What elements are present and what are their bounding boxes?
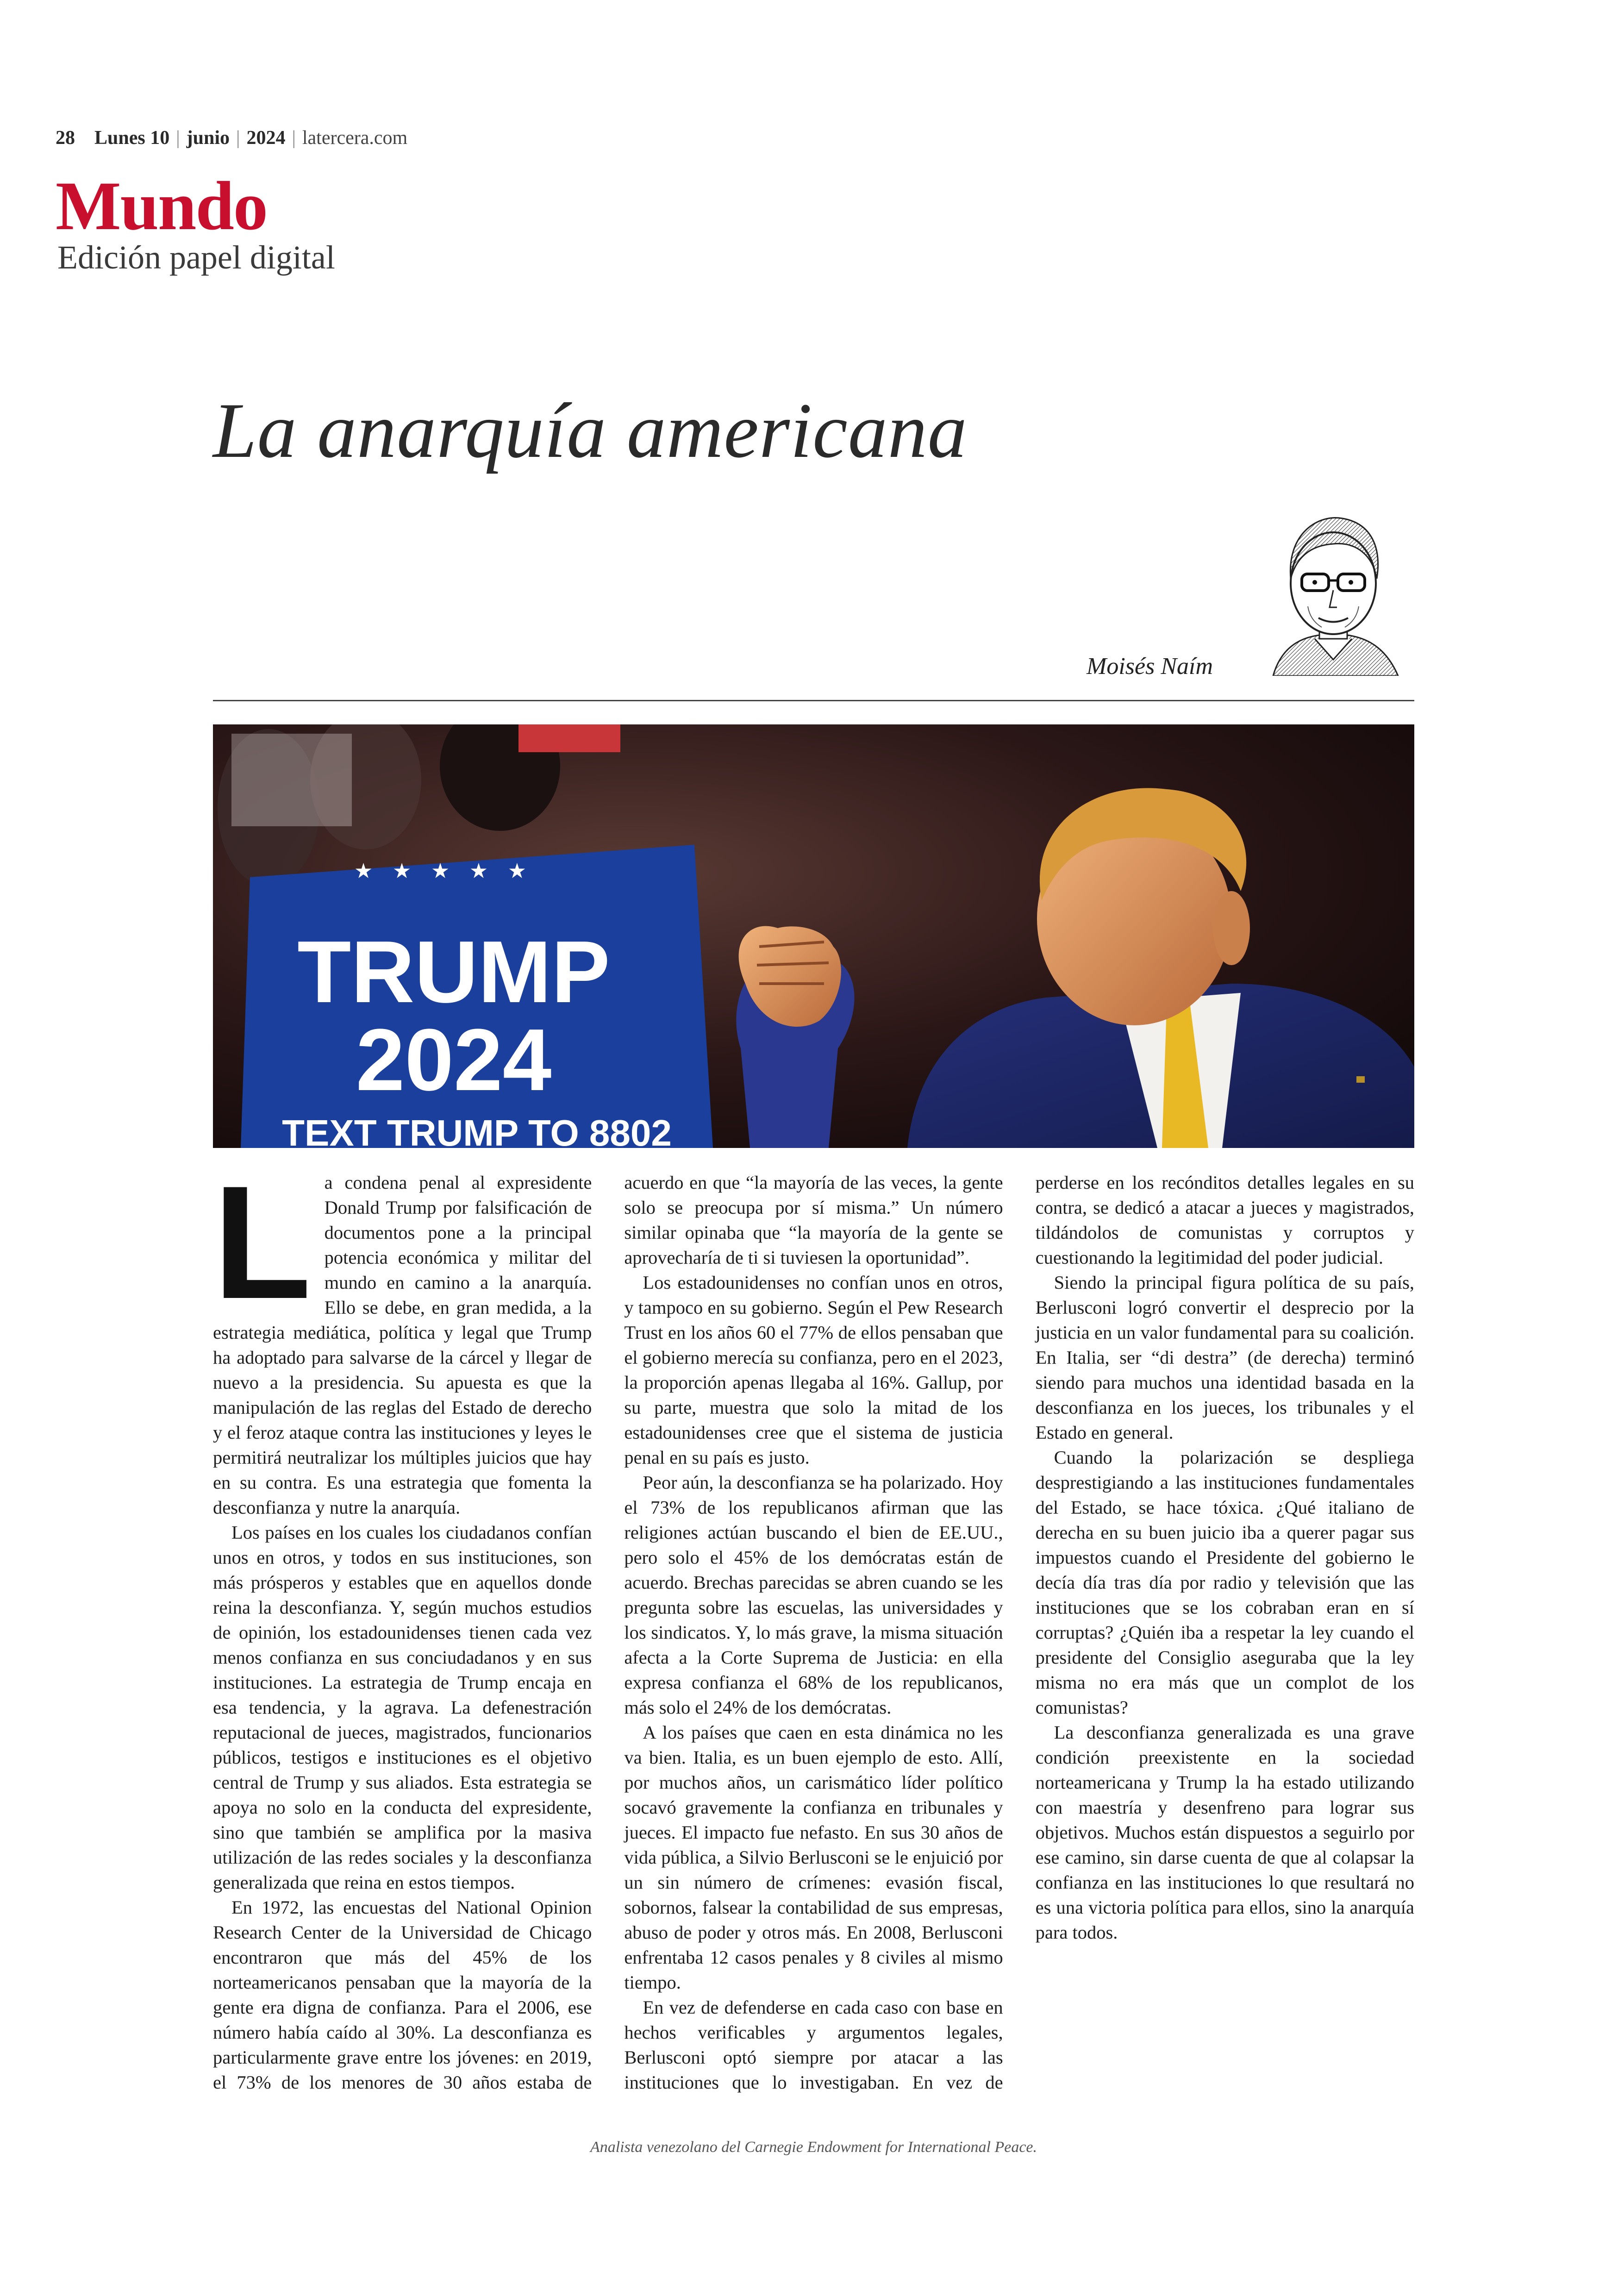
date-month: junio: [186, 127, 230, 149]
author-bio-footnote: Analista venezolano del Carnegie Endowment for International Peace.: [590, 2139, 1037, 2156]
drop-cap: L: [213, 1152, 312, 1332]
article-body: [213, 1152, 1414, 2114]
author-name: Moisés Naím: [1087, 653, 1213, 680]
sign-line-2: 2024: [356, 1011, 552, 1109]
site-link[interactable]: latercera.com: [302, 127, 408, 149]
header-separator: |: [176, 127, 180, 149]
page-header: [56, 124, 407, 152]
article-paragraph: Peor aún, la desconfianza se ha polarizado. Hoy el 73% de los republicanos afirman que las religiones actúan buscando el bien de EE.UU., pero solo el 45% de los demócratas están de acuerdo. Brechas parecidas se abren cuando se les pregunta sobre las escuelas, las universidades y los sindicatos. Y, lo más grave, la misma situación afecta a la Corte Suprema de Justicia: en ella expresa confianza el 68% de los republicanos, más solo el 24% de los demócratas.: [624, 1472, 1003, 1718]
article-paragraph: Siendo la principal figura política de su país, Berlusconi logró convertir el desprecio por la justicia en un valor fundamental para su coalición. En Italia, ser “di destra” (de derecha) terminó siendo para muchos una identidad basada en la desconfianza en los jueces, los tribunales y el Estado en general.: [1035, 1272, 1414, 1443]
article-paragraph: Los estadounidenses no confían unos en otros, y tampoco en su gobierno. Según el Pew Research Trust en los años 60 el 77% de ellos pensaban que el gobierno merecía su confianza, pero en el 2023, la proporción apenas llegaba al 16%. Gallup, por su parte, muestra que solo la mitad de los estadounidenses cree que el sistema de justicia penal en su país es justo.: [624, 1272, 1003, 1468]
sign-stars: ★ ★ ★ ★ ★: [355, 861, 534, 881]
article-paragraph: A los países que caen en esta dinámica no les va bien. Italia, es un buen ejemplo de esto. Allí, por muchos años, un carismático líder político socavó gravemente la confianza en tribunales y jueces. El impacto fue nefasto. En sus 30 años de vida pública, a Silvio Berlusconi se le enjuició por un sin número de crímenes: evasión fiscal, sobornos, falsear la contabilidad de sus empresas, abuso de poder y otros más. En 2008, Berlusconi enfrentaba 12 casos penales y 8 civiles al mismo tiempo.: [624, 1722, 1003, 1993]
header-separator: |: [292, 127, 296, 149]
sign-line-1: TRUMP: [297, 923, 610, 1021]
article-title: La anarquía americana: [213, 387, 968, 474]
page-number: 28: [56, 127, 75, 149]
header-separator: |: [236, 127, 240, 149]
article-photo: [213, 724, 1414, 1148]
author-portrait: [1264, 500, 1403, 676]
article-paragraph: La condena penal al expresidente Donald Trump por falsificación de documentos pone a la principal potencia económica y militar del mundo en camino a la anarquía. Ello se debe, en gran medida, a la estrategia mediática, política y legal que Trump ha adoptado para salvarse de la cárcel y llegar de nuevo a la presidencia. Su apuesta es que la manipulación de las reglas del Estado de derecho y el feroz ataque contra las instituciones y leyes le permitirá neutralizar los múltiples juicios que hay en su contra. Es una estrategia que fomenta la desconfianza y nutre la anarquía.: [213, 1152, 592, 1518]
article-paragraph: Los países en los cuales los ciudadanos confían unos en otros, y todos en sus instituciones, son más prósperos y estables que en aquellos donde reina la desconfianza. Y, según muchos estudios de opinión, los estadounidenses tienen cada vez menos confianza en sus conciudadanos y en sus instituciones. La estrategia de Trump encaja en esa tendencia, y la agrava. La defenestración reputacional de jueces, magistrados, funcionarios públicos, testigos e instituciones es el objetivo central de Trump y sus aliados. Esta estrategia se apoya no solo en la conducta del expresidente, sino que también se amplifica por la masiva utilización de las redes sociales y la desconfianza generalizada que reina en estos tiempos.: [213, 1522, 592, 1893]
edition-label: Edición papel digital: [57, 239, 335, 276]
date-day: Lunes 10: [94, 127, 170, 149]
date-year: 2024: [246, 127, 286, 149]
section-title: Mundo: [56, 168, 267, 244]
article-paragraph: En vez de defenderse en cada caso con base en hechos verificables y argumentos legales, Berlusconi optó siempre por atacar a las instituciones que lo investigaban. En vez de perderse en los recónditos detalles legales en su contra, se dedicó a atacar a jueces y magistrados, tildándolos de comunistas y corruptos y cuestionando la legitimidad del poder judicial.: [624, 1172, 1414, 2093]
article-paragraph: Cuando la polarización se despliega desprestigiando a las instituciones fundamentales del Estado, se hace tóxica. ¿Qué italiano de derecha en su buen juicio iba a querer pagar sus impuestos cuando el Presidente del gobierno le decía día tras día por radio y televisión que las instituciones que se los cobraban eran en sí corruptas? ¿Quién iba a respetar la ley cuando el presidente del Consiglio aseguraba que la ley misma no era más que un complot de los comunistas?: [1035, 1447, 1414, 1718]
divider: [213, 700, 1414, 701]
article-paragraph: La desconfianza generalizada es una grave condición preexistente en la sociedad norteamericana y Trump la ha estado utilizando con maestría y desenfreno para lograr sus objetivos. Muchos están dispuestos a seguirlo por ese camino, sin darse cuenta de que al colapsar la confianza en las instituciones lo que resultará no es una victoria política para ellos, sino la anarquía para todos.: [1035, 1722, 1414, 1943]
sign-line-3: TEXT TRUMP TO 8802: [282, 1112, 672, 1148]
article-paragraph: En 1972, las encuestas del National Opinion Research Center de la Universidad de Chicago encontraron que más del 45% de los norteamericanos pensaban que la mayoría de la gente era digna de confianza. Para el 2006, ese número había caído al 30%. La desconfianza es particularmente grave entre los jóvenes: en 2019, el 73% de los menores de 30 años estaba de acuerdo en que “la mayoría de las veces, la gente solo se preocupa por sí misma.” Un número similar opinaba que “la mayoría de la gente se aprovecharía de ti si tuviesen la oportunidad”.: [213, 1172, 1003, 2093]
